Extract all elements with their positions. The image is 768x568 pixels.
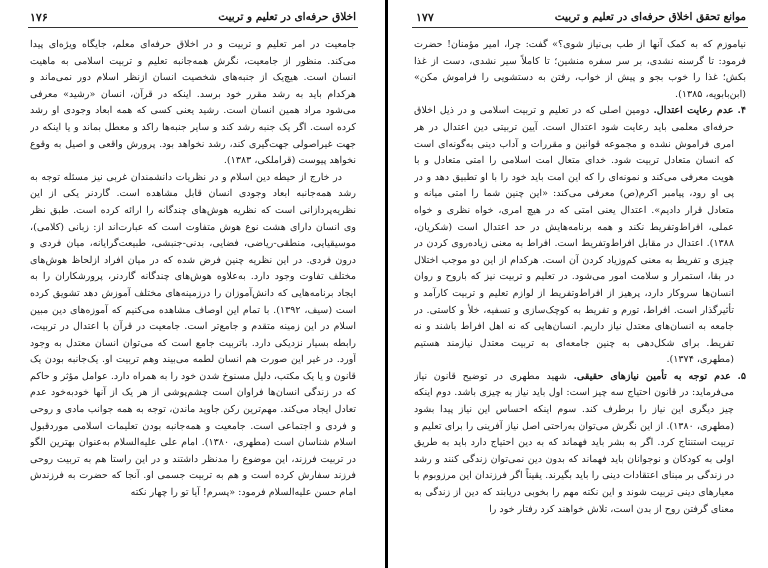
right-running-title: موانع تحقق اخلاق حرفه‌ای در تعلیم و تربیت — [554, 11, 746, 23]
list-item — [414, 369, 746, 518]
right-header-rule — [412, 27, 748, 28]
right-page-header — [416, 9, 746, 25]
item-text: شهید مطهری در توضیح قانون نیاز می‌فرماید: در قانون احتیاج سه چیز است: اول باید نیاز به چیزی باشد. دوم اینکه چیز دیگری این نیاز را برطرف کند. سوم اینکه احساس این نیاز پیدا بشود (مطهری، ۱۳۸۰). از این نگرش می‌توان به‌راحتی اصل نیاز آفرینی را برای تعلیم و تربیت استنتاج کرد. اگر به بشر باید فهماند که به دین احتیاج دارد باید به طریق اولی به کودکان و نوجوانان باید فهماند که بدون دین نمی‌توان زندگی کنند و رشد در زندگی بر مبنای اعتقادات دینی را باید بگیرند. یقیناً اگر فرزندان این مرزوبوم با معیارهای دینی تربیت شوند و این نکته مهم را بخوبی دریابند که دین از زندگی به معنای گرفتن روح از بدن است، تلاش خواهند کرد رفتار خود را — [414, 370, 734, 515]
left-header-rule — [28, 27, 358, 28]
right-page — [388, 0, 768, 568]
item-number: ۴. — [737, 105, 746, 117]
right-intro-paragraph: نیاموزم که به کمک آنها از طب بی‌نیاز شوی؟» گفت: چرا، امیر مؤمنان! حضرت فرمود: تا گرسنه نشدی، بر سر سفره منشین؛ تا کاملاً سیر نشدی، دست از غذا بکش؛ غذا را خوب بجو و پیش از خواب، رفتن به دستشویی را فراموش مکن» (ابن‌بابویه، ۱۳۸۵). — [414, 39, 746, 100]
left-running-title: اخلاق حرفه‌ای در تعلیم و تربیت — [218, 11, 356, 23]
left-page-header — [30, 9, 356, 25]
left-page-number: ۱۷۶ — [30, 10, 48, 24]
right-page-number: ۱۷۷ — [416, 10, 434, 24]
item-heading: عدم رعایت اعتدال. — [653, 105, 734, 117]
left-paragraph-1: جامعیت در امر تعلیم و تربیت و در اخلاق حرفه‌ای معلم، جایگاه ویژه‌ای پیدا می‌کند. منظور از جامعیت، نگرش همه‌جانبه تعلیم و تربیت اسلامی به ماهیت انسان است. هیچ‌یک از جنبه‌های شخصیت انسان ازنظر اسلام دور نمی‌ماند و هرکدام باید به رشد مقرر خود برسد. اینکه در قرآن، انسان «رشید» معرفی می‌شود مراد همین انسان است. رشید یعنی کسی که همه ابعاد وجودی او رشد کرده است. اگر یک جنبه رشد کند و سایر جنبه‌ها راکد و معطل بماند و یا اینکه در جهت غیراصولی جهت‌گیری کند، رشد نخواهد بود. پرورش واقعی و اصیل به وقوع نخواهد پیوست (قراملکی، ۱۳۸۳). — [30, 39, 356, 167]
list-item — [414, 103, 746, 369]
item-heading: عدم توجه به تأمین نیازهای حقیقی. — [573, 370, 731, 382]
right-page-body — [414, 37, 746, 564]
item-text: دومین اصلی که در تعلیم و تربیت اسلامی و در ذیل اخلاق حرفه‌ای معلمی باید رعایت شود اعتدال است. آیین تربیتی دین اعتدال در هر امری فراموش نشده و مجموعه قوانین و مقررات و آداب دینی به‌گونه‌ای است که انسان متعادل تربیت شود. خدای متعال امت اسلامی را امتی متعادل و با هویت معرفی می‌کند و نمونه‌ای را که این امت باید خود را با او تطبیق دهد و در پی او رود، پیامبر اکرم(ص) معرفی می‌کند: «این چنین شما را امتی میانه و متعادل قرار دادیم». اعتدال یعنی امتی که در هیچ امری، خواه نظری و خواه عملی، افراط‌وتفریط نکند و همه برنامه‌هایش در حد اعتدال است (شکریان، ۱۳۸۸). اعتدال در مقابل افراط‌وتفریط است. افراط به معنی زیاده‌روی کردن در چیزی و تفریط به معنی کم‌وزیاد کردن آن است. هرکدام از این دو موجب اختلال در بقا، استمرار و سلامت امور می‌شود. در تعلیم و تربیت نیز که باروح و روان انسان‌ها سروکار دارد، پرهیز از افراط‌وتفریط از لوازم تعلیم و تربیت کارآمد و تأثیرگذار است. افراط، تورم و تفریط به کوچک‌سازی و تسفیه، خلأ و کاستی. در جامعه به انسان‌های معتدل نیاز داریم. انسان‌هایی که نه اهل افراط باشند و نه تفریط. برای شکل‌دهی به چنین جامعه‌ای به تربیت معتدل نیازمند هستیم (مطهری، ۱۳۷۴). — [414, 105, 734, 366]
item-number: ۵. — [737, 370, 746, 382]
left-paragraph-2: در خارج از حیطه دین اسلام و در نظریات دانشمندان غربی نیز مسئله توجه به رشد همه‌جانبه ابعاد وجودی انسان قابل مشاهده است. گاردنر یکی از این نظریه‌پردازانی است که نظریه هوش‌های چندگانه را ارائه کرده است. طبق نظر وی انسان دارای هشت نوع هوش متفاوت است که عبارت‌اند از: زبانی (کلامی)، موسیقیایی، منطقی-ریاضی، فضایی، بدنی-جنبشی، طبیعت‌گرایانه، میان فردی و درون فردی. در این نظریه چنین فرض شده که در میان افراد ازلحاظ هوش‌های مختلف تفاوت وجود دارد. به‌علاوه هوش‌های چندگانه گاردنر، پرورشکاران را به ایجاد برنامه‌هایی که دانش‌آموزان را درزمینه‌های مختلف آموزش دهد تشویق کرده است (سیف، ۱۳۹۲). با تمام این اوصاف مشاهده می‌کنیم که آموزه‌های دین مبین اسلام در این زمینه متقدم و جامع‌تر است. جامعیت در قرآن با اعتدال در تربیت، رابطه بسیار نزدیکی دارد. باتربیت جامع است که می‌توان انسان معتدل به وجود آورد. در غیر این صورت هم انسان لطمه می‌بیند وهم تربیت او. یک‌جانبه بودن یک قانون و یا یک مکتب، دلیل مسنوخ شدن خود را به همراه دارد. عوامل مؤثر و حاکم که در زندگی انسان‌ها فراوان است چشم‌پوشی از هر یک از آنها خودبه‌خود عدم تعادل ایجاد می‌کند. مهم‌ترین رکن جاوید ماندن، توجه به همه جوانب مادی و روحی و فردی و اجتماعی است. جامعیت و همه‌جانبه بودن تعلیمات اسلامی موردقبول اسلام شناسان است (مطهری، ۱۳۸۰). امام علی علیه‌السلام به‌عنوان بهترین الگو در تربیت فرزند، این موضوع را مدنظر داشتند و در این راستا هم به تربیت روحی فرزند سفارش کرده است و هم به تربیت جسمی او. آنجا که حضرت به فرزندش امام حسن علیه‌السلام فرمود: «پسرم! آیا تو را چهار نکته — [30, 171, 356, 499]
left-page-body — [30, 37, 356, 564]
